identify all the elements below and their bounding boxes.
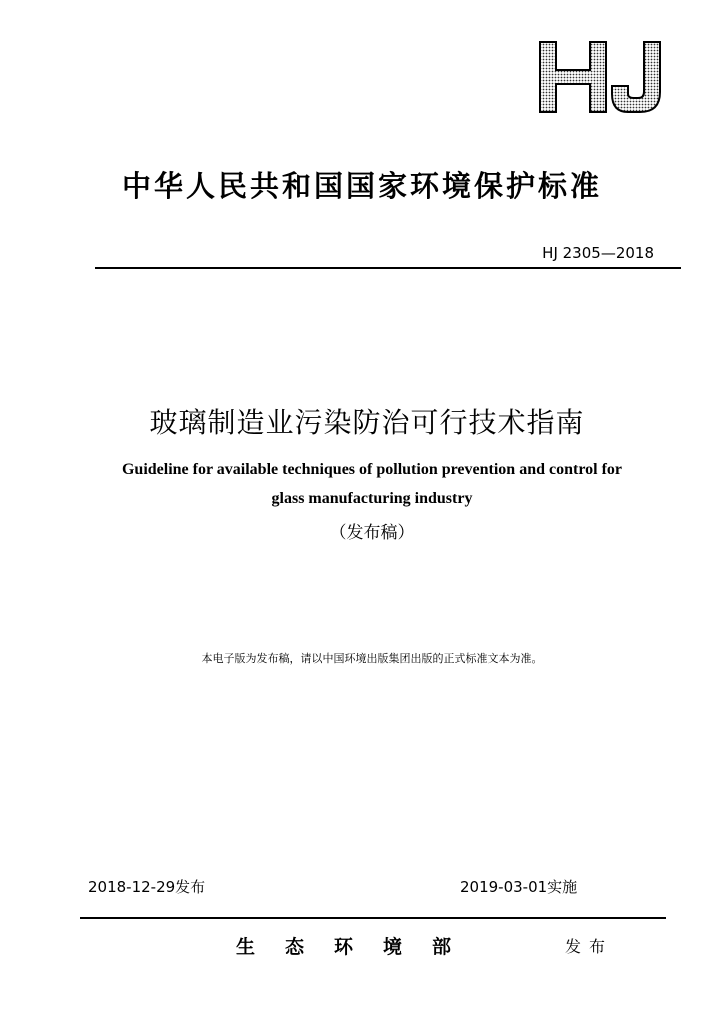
document-title-chinese: 玻璃制造业污染防治可行技术指南: [149, 406, 585, 439]
issuing-authority: 生态环境部: [236, 936, 482, 958]
document-title-english: [0, 455, 724, 513]
implementation-date: 2019-03-01实施: [460, 878, 578, 896]
standard-number: HJ 2305—2018: [542, 244, 654, 262]
electronic-version-note: 本电子版为发布稿，请以中国环境出版集团出版的正式标准文本为准。: [201, 652, 543, 665]
issue-date: 2018-12-29发布: [88, 878, 206, 896]
organization-title: 中华人民共和国国家环境保护标准: [121, 169, 602, 203]
hj-logo: [536, 40, 666, 114]
top-divider: [95, 267, 681, 269]
bottom-divider: [80, 917, 666, 919]
title-en-line1: Guideline for available techniques of pollution prevention and control for: [121, 461, 623, 478]
title-en-line2: glass manufacturing industry: [271, 490, 473, 507]
issue-word: 发布: [565, 937, 614, 956]
draft-label: （发布稿）: [329, 523, 415, 543]
